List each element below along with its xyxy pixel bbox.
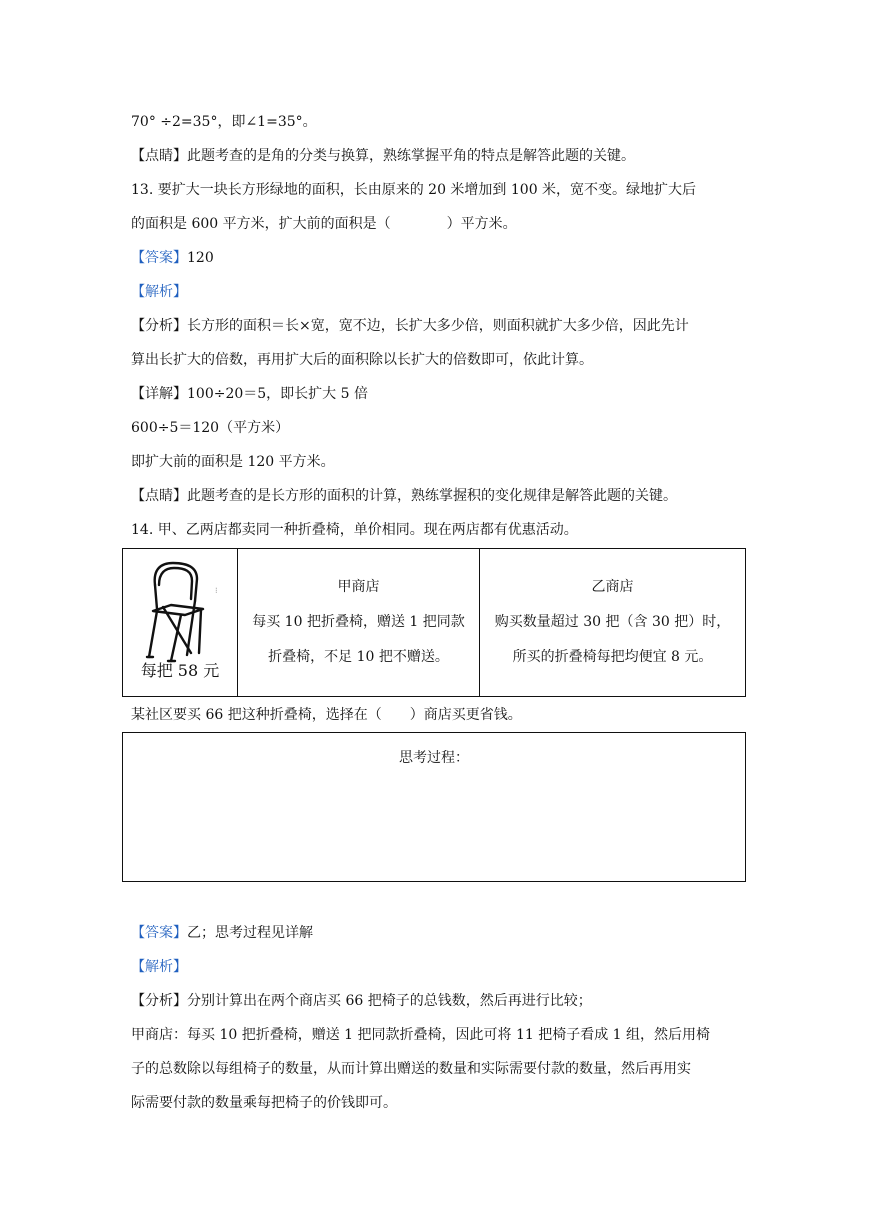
jiexi-13: 【解析】 xyxy=(131,284,187,300)
xiangjie-13-line-2: 600÷5＝120（平方米） xyxy=(131,420,290,436)
chair-price-label: 每把 58 元 xyxy=(140,661,220,680)
fenxi-13-line-2: 算出长扩大的倍数，再用扩大后的面积除以长扩大的倍数即可，依此计算。 xyxy=(131,352,593,368)
question-14-ask: 某社区要买 66 把这种折叠椅，选择在（ ）商店买更省钱。 xyxy=(131,707,522,723)
tag-fenxi: 【分析】 xyxy=(131,993,187,1009)
line-angle-result: 70° ÷2=35°，即∠1=35°。 xyxy=(131,114,317,130)
shop-a-analysis-line-2: 子的总数除以每组椅子的数量，从而计算出赠送的数量和实际需要付款的数量，然后再用实 xyxy=(131,1061,691,1077)
fenxi-14-text: 分别计算出在两个商店买 66 把椅子的总钱数，然后再进行比较； xyxy=(187,993,592,1009)
chair-cell: ⁝ 每把 58 元 xyxy=(123,549,238,697)
dianjing-text: 此题考查的是角的分类与换算，熟练掌握平角的特点是解答此题的关键。 xyxy=(187,148,635,164)
tag-dianjing: 【点睛】 xyxy=(131,488,187,504)
think-process-title: 思考过程： xyxy=(399,750,469,766)
dianjing-13 xyxy=(131,486,677,506)
shop-a-cell xyxy=(238,549,480,697)
shop-a-name: 甲商店 xyxy=(337,579,380,595)
shop-b-offer-line-1: 购买数量超过 30 把（含 30 把）时， xyxy=(494,614,731,630)
tag-dianjing: 【点睛】 xyxy=(131,148,187,164)
shop-a-offer-line-1: 每买 10 把折叠椅，赠送 1 把同款 xyxy=(252,614,465,630)
tag-answer: 【答案】 xyxy=(131,250,187,266)
shop-b-offer-line-2: 所买的折叠椅每把均便宜 8 元。 xyxy=(512,649,713,665)
shop-b-cell xyxy=(480,549,746,697)
fenxi-13-line-1 xyxy=(131,316,689,336)
answer-14-value: 乙；思考过程见详解 xyxy=(187,925,313,941)
xiangjie-13-line-3: 即扩大前的面积是 120 平方米。 xyxy=(131,454,335,470)
shop-offer-table xyxy=(122,548,746,697)
think-process-box xyxy=(122,732,746,882)
question-14: 14. 甲、乙两店都卖同一种折叠椅，单价相同。现在两店都有优惠活动。 xyxy=(131,522,578,538)
folding-chair-icon xyxy=(141,557,221,669)
answer-13 xyxy=(131,248,214,268)
shop-a-analysis-line-1: 甲商店：每买 10 把折叠椅，赠送 1 把同款折叠椅，因此可将 11 把椅子看成 1 组，然后用椅 xyxy=(131,1027,711,1043)
tag-answer: 【答案】 xyxy=(131,925,187,941)
question-13-line-1: 13. 要扩大一块长方形绿地的面积，长由原来的 20 米增加到 100 米，宽不变。绿地扩大后 xyxy=(131,182,697,198)
answer-14 xyxy=(131,923,313,943)
fenxi-14 xyxy=(131,991,592,1011)
tag-xiangjie: 【详解】 xyxy=(131,386,187,402)
jiexi-14: 【解析】 xyxy=(131,959,187,975)
tag-fenxi: 【分析】 xyxy=(131,318,187,334)
line-dianjing-12 xyxy=(131,146,635,166)
xiangjie-13-line-1 xyxy=(131,384,368,404)
xiangjie-13-text: 100÷20＝5，即长扩大 5 倍 xyxy=(187,386,368,402)
dianjing-13-text: 此题考查的是长方形的面积的计算，熟练掌握积的变化规律是解答此题的关键。 xyxy=(187,488,677,504)
fenxi-13-text: 长方形的面积＝长×宽，宽不边，长扩大多少倍，则面积就扩大多少倍，因此先计 xyxy=(187,318,689,334)
answer-13-value: 120 xyxy=(187,250,214,266)
shop-a-offer-line-2: 折叠椅，不足 10 把不赠送。 xyxy=(268,649,449,665)
shop-b-name: 乙商店 xyxy=(591,579,634,595)
question-13-line-2: 的面积是 600 平方米，扩大前的面积是（ ）平方米。 xyxy=(131,216,517,232)
shop-a-analysis-line-3: 际需要付款的数量乘每把椅子的价钱即可。 xyxy=(131,1095,397,1111)
